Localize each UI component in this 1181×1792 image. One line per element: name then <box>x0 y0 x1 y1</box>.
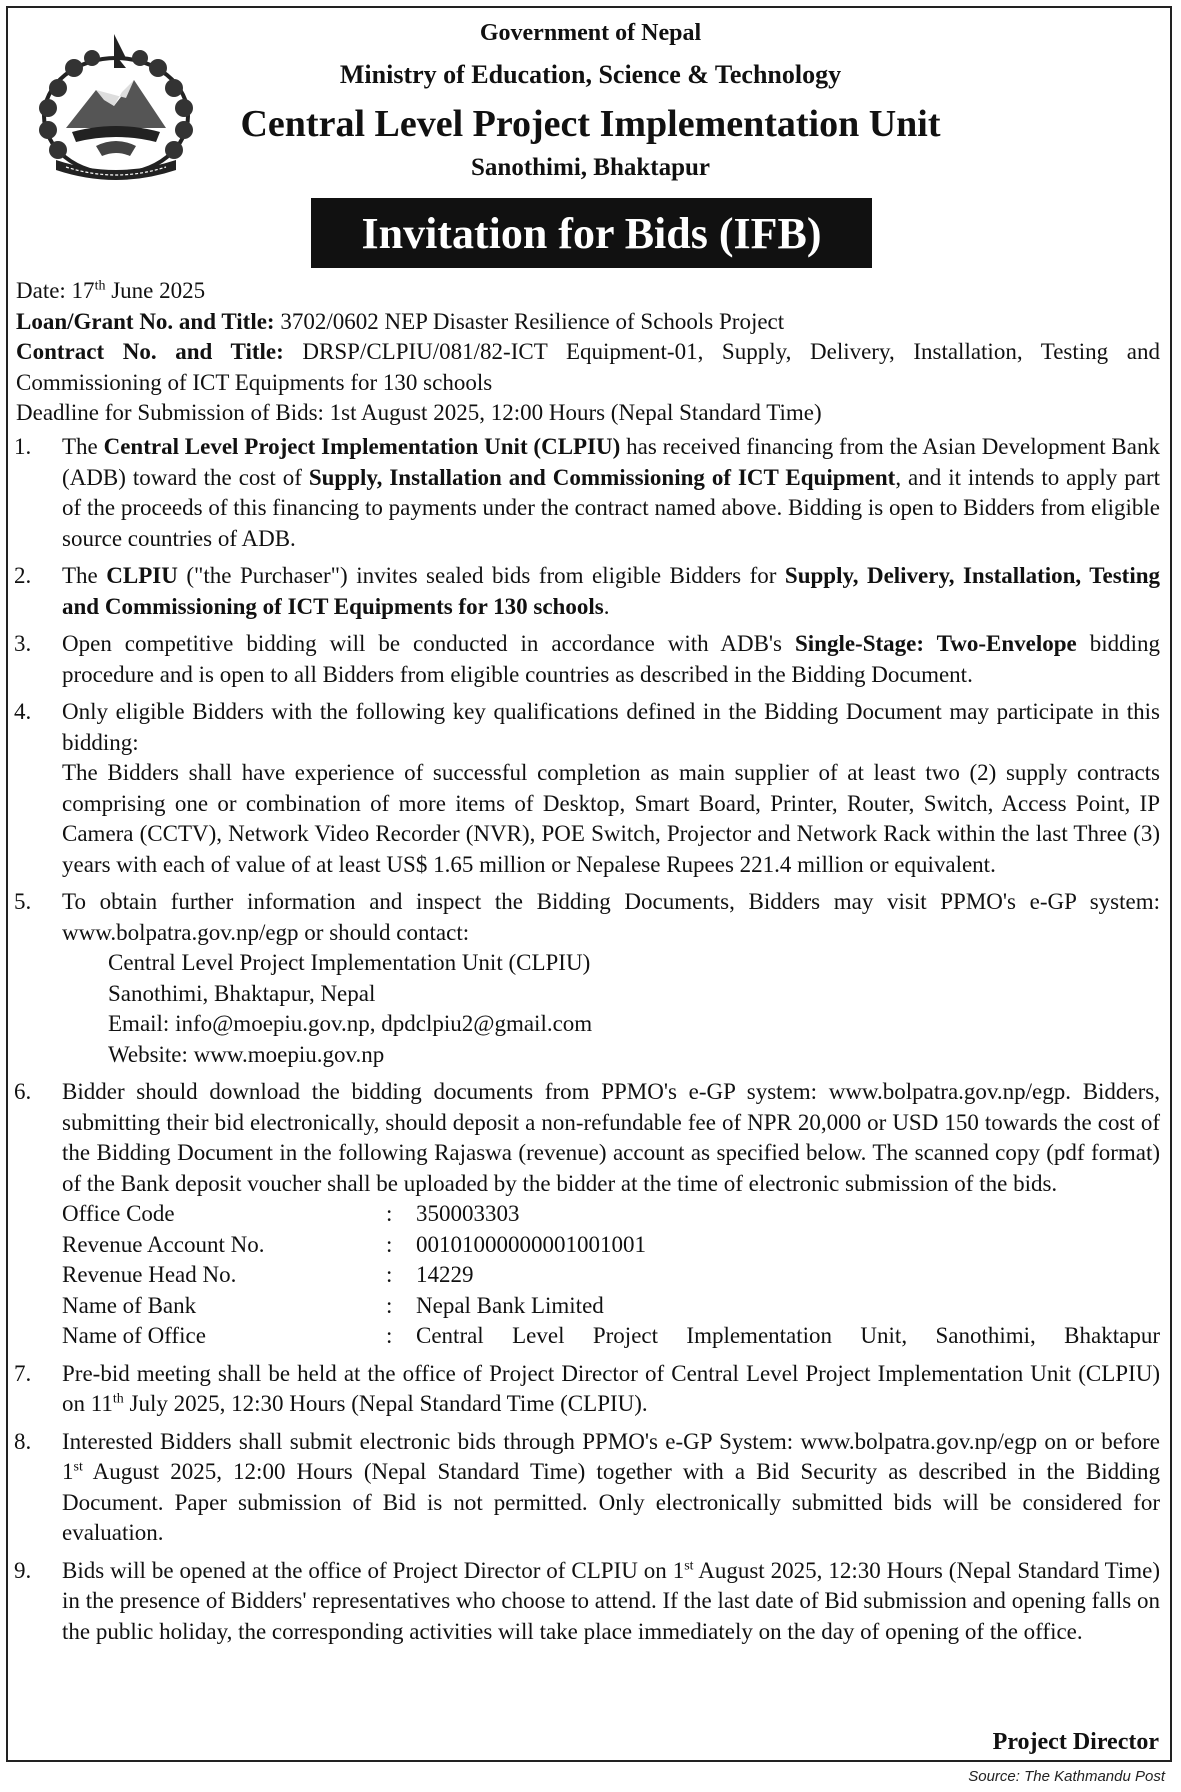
loan-line: Loan/Grant No. and Title: 3702/0602 NEP Disaster Resilience of Schools Project <box>16 308 785 334</box>
list-item: 5. To obtain further information and inspect the Bidding Documents, Bidders may visit PPMO's e-GP system: www.bolpatra.gov.np/egp or should contact: Central Level Project Implementation Unit (CLPIU) Sanothimi, Bhaktapur, Nepal Email: info@moepiu.gov.np, dpdclpiu2@gmail.com Website: www.moepiu.gov.np <box>14 887 1160 1070</box>
list-item: 6. Bidder should download the bidding documents from PPMO's e-GP system: www.bolpatra.gov.np/egp. Bidders, submitting their bid electronically, should deposit a non-refundable fee of NPR 20,000 or USD 150 towards the cost of the Bidding Document in the following Rajaswa (revenue) account as specified below. The scanned copy (pdf format) of the Bank deposit voucher shall be uploaded by the bidder at the time of electronic submission of the bids. Office Code : 350003303 Revenue Account No. : 00101000000001001001 Revenue Head No. : 14229 Name of Bank : Nepal Bank Limited Name of Office : Central Level Project Implementation Unit, Sanothimi, Bhaktapur <box>14 1077 1160 1352</box>
ifb-banner: Invitation for Bids (IFB) <box>311 198 872 268</box>
list-item: 2. The CLPIU ("the Purchaser") invites sealed bids from eligible Bidders for Supply, Delivery, Installation, Testing and Commissioning of ICT Equipments for 130 schools. <box>14 563 1160 619</box>
date-line: Date: 17th June 2025 <box>16 278 206 303</box>
account-details: Office Code : 350003303 Revenue Account No. : 00101000000001001001 Revenue Head No. : 14229 Name of Bank : Nepal Bank Limited Name of Office : Central Level Project Implementation Unit, Sanothimi, Bhaktapur <box>62 1201 1160 1348</box>
notice-items <box>14 432 1160 1654</box>
list-item: 8. Interested Bidders shall submit electronic bids through PPMO's e-GP System: www.bolpatra.gov.np/egp on or before 1st August 2025, 12:00 Hours (Nepal Standard Time) together with a Bid Security as described in the Bidding Document. Paper submission of Bid is not permitted. Only electronically submitted bids will be considered for evaluation. <box>14 1428 1160 1545</box>
header-government: Government of Nepal <box>479 20 702 46</box>
contact-block: Central Level Project Implementation Unit (CLPIU) Sanothimi, Bhaktapur, Nepal Email: info@moepiu.gov.np, dpdclpiu2@gmail.com Website: www.moepiu.gov.np <box>62 948 1160 1070</box>
list-item: 4. Only eligible Bidders with the following key qualifications defined in the Bidding Document may participate in this bidding: The Bidders shall have experience of successful completion as main supplier of at least two (2) supply contracts comprising one or combination of more items of Desktop, Smart Board, Printer, Router, Switch, Access Point, IP Camera (CCTV), Network Video Recorder (NVR), POE Switch, Projector and Network Rack within the last Three (3) years with each of value of at least US$ 1.65 million or Nepalese Rupees 221.4 million or equivalent. <box>14 699 1160 877</box>
list-item: 7. Pre-bid meeting shall be held at the office of Project Director of Central Level Project Implementation Unit (CLPIU) on 11th July 2025, 12:30 Hours (Nepal Standard Time (CLPIU). <box>14 1360 1160 1416</box>
contract-line: Contract No. and Title: DRSP/CLPIU/081/82-ICT Equipment-01, Supply, Delivery, Installation, Testing and Commissioning of ICT Equipments for 130 schools <box>16 339 1160 395</box>
list-item: 3. Open competitive bidding will be conducted in accordance with ADB's Single-Stage: Two-Envelope bidding procedure and is open to all Bidders from eligible countries as described in the Bidding Document. <box>14 631 1160 687</box>
signature-project-director: Project Director <box>992 1729 1159 1755</box>
notice-meta <box>16 276 1160 429</box>
deadline-line: Deadline for Submission of Bids: 1st August 2025, 12:00 Hours (Nepal Standard Time) <box>16 400 822 425</box>
contact-email: Email: info@moepiu.gov.np, dpdclpiu2@gmail.com <box>108 1011 593 1036</box>
list-item: 9. Bids will be opened at the office of Project Director of CLPIU on 1st August 2025, 12:30 Hours (Nepal Standard Time) in the presence of Bidders' representatives who choose to attend. If the last date of Bid submission and opening falls on the public holiday, the corresponding activities will take place immediately on the day of opening of the office. <box>14 1557 1160 1644</box>
source-credit: Source: The Kathmandu Post <box>968 1768 1165 1785</box>
list-item: 1. The Central Level Project Implementation Unit (CLPIU) has received financing from the Asian Development Bank (ADB) toward the cost of Supply, Installation and Commissioning of ICT Equipment, and it intends to apply part of the proceeds of this financing to payments under the contract named above. Bidding is open to Bidders from eligible source countries of ADB. <box>14 434 1160 551</box>
header-unit: Central Level Project Implementation Unit <box>240 103 941 145</box>
header-ministry: Ministry of Education, Science & Technology <box>339 60 842 89</box>
contact-website: Website: www.moepiu.gov.np <box>108 1041 385 1067</box>
header-address: Sanothimi, Bhaktapur <box>471 154 710 181</box>
